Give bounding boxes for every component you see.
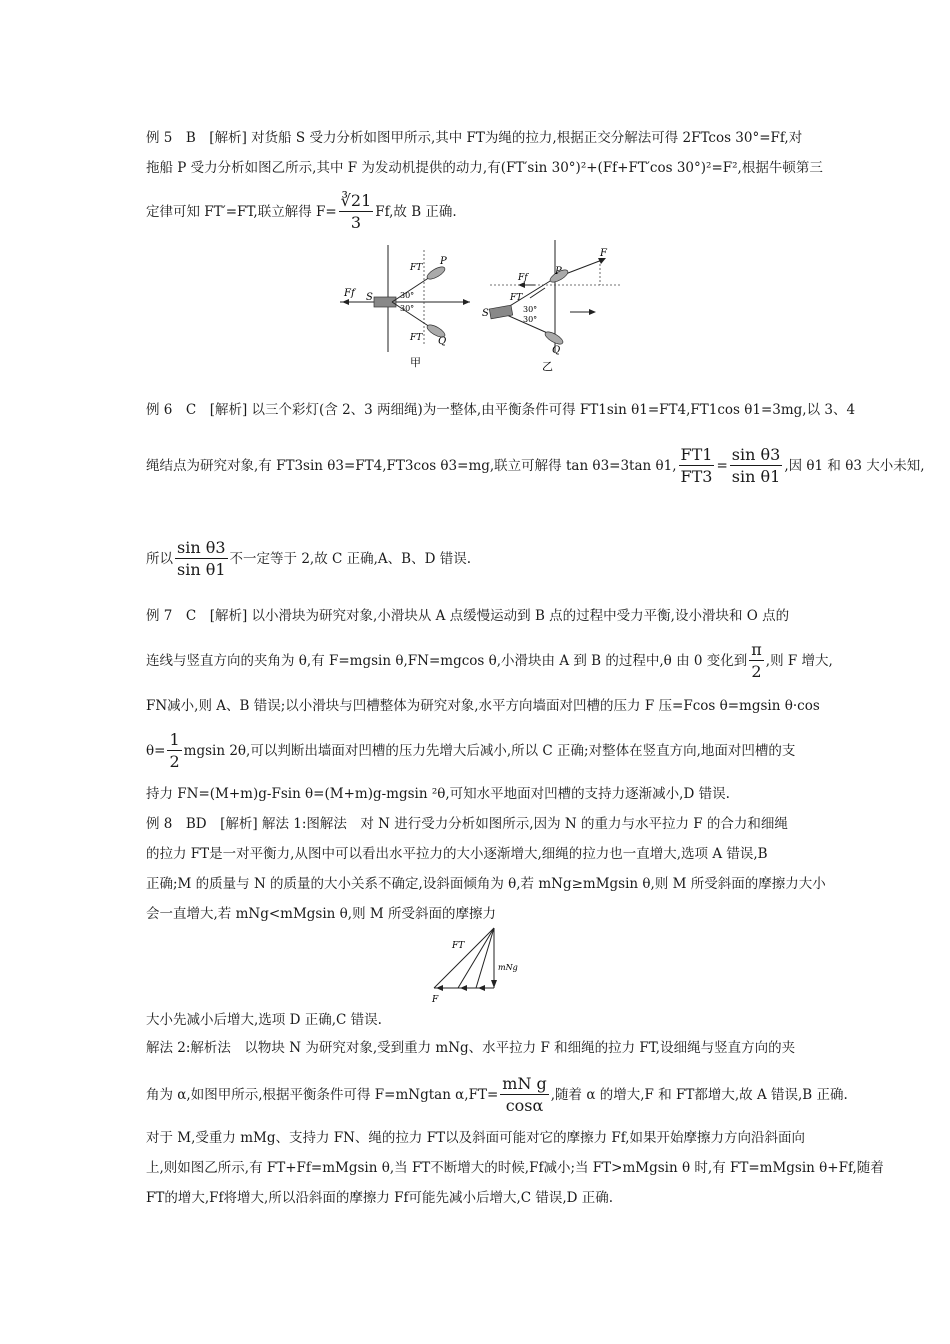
- ex8-frac-num: mN g: [502, 1074, 547, 1093]
- figure-b: [482, 240, 620, 373]
- caption-yi: 乙: [542, 360, 553, 373]
- label-q: Q: [438, 336, 447, 347]
- ex6-fraction-1: [679, 445, 715, 488]
- label-f-b: F: [600, 248, 607, 259]
- label-ff-b: Ff: [518, 273, 528, 283]
- ex5-line-3: [146, 190, 810, 234]
- label-angle-b1: 30°: [523, 305, 538, 314]
- ex7-line-5: 持力 FN=(M+m)g-Fsin θ=(M+m)g-mgsin ²θ,可知水平地面对凹槽的支持力逐渐减小,D 错误.: [146, 786, 730, 802]
- label-p: P: [440, 256, 447, 267]
- label-ft-b: FT: [510, 293, 523, 303]
- label-ft-upper: FT: [410, 263, 423, 273]
- ex5-line-3b: Ff,故 B 正确.: [375, 204, 457, 220]
- label-ff: Ff: [344, 288, 355, 299]
- ex5-line-2: 拖船 P 受力分析如图乙所示,其中 F 为发动机提供的动力,有(FT′sin 30°)²+(Ff+FT′cos 30°)²=F²,根据牛顿第三: [146, 160, 823, 176]
- ex7-line-4b: mgsin 2θ,可以判断出墙面对凹槽的压力先增大后减小,所以 C 正确;对整体在竖直方向,地面对凹槽的支: [183, 743, 796, 759]
- label-angle-b2: 30°: [523, 315, 538, 324]
- label-mng: mNg: [498, 963, 518, 972]
- ex6-fraction-2: [730, 445, 783, 488]
- ex8-line-8: 对于 M,受重力 mMg、支持力 FN、绳的拉力 FT以及斜面可能对它的摩擦力 Ff,如果开始摩擦力方向沿斜面向: [146, 1130, 806, 1146]
- ex6-line-3b: 不一定等于 2,故 C 正确,A、B、D 错误.: [229, 551, 471, 567]
- ex6-line-1: 例 6 C [解析] 以三个彩灯(含 2、3 两细绳)为一整体,由平衡条件可得 FT1sin θ1=FT4,FT1cos θ1=3mg,以 3、4: [146, 402, 856, 418]
- ex5-frac-num: ∛21: [340, 191, 372, 210]
- ex7-line-4a: θ=: [146, 743, 166, 759]
- ex6-line-2a: 绳结点为研究对象,有 FT3sin θ3=FT4,FT3cos θ3=mg,联立可解得 tan θ3=3tan θ1,: [146, 458, 677, 474]
- ex8-line-7: [146, 1070, 848, 1120]
- ex8-line-7b: ,随着 α 的增大,F 和 FT都增大,故 A 错误,B 正确.: [550, 1087, 848, 1103]
- ex7-fraction-pi: [749, 640, 764, 683]
- ex7-line-2a: 连线与竖直方向的夹角为 θ,有 F=mgsin θ,FN=mgcos θ,小滑块由 A 到 B 的过程中,θ 由 0 变化到: [146, 653, 748, 669]
- ex8-line-5: 大小先减小后增大,选项 D 正确,C 错误.: [146, 1012, 382, 1028]
- ex7-line-3: FN减小,则 A、B 错误;以小滑块与凹槽整体为研究对象,水平方向墙面对凹槽的压力 F 压=Fcos θ=mgsin θ·cos: [146, 698, 820, 714]
- ex6-f2-den: sin θ1: [731, 467, 781, 486]
- label-ft-triangle: FT: [452, 941, 465, 951]
- ex6-line-3: [146, 536, 810, 582]
- label-ft-lower: FT: [410, 333, 423, 343]
- ex8-line-4: 会一直增大,若 mNg<mMgsin θ,则 M 所受斜面的摩擦力: [146, 906, 496, 922]
- label-s: S: [366, 292, 373, 303]
- ex8-line-7a: 角为 α,如图甲所示,根据平衡条件可得 F=mNgtan α,FT=: [146, 1087, 499, 1103]
- label-f-triangle: F: [432, 995, 439, 1004]
- ex7-line-4: [146, 728, 810, 774]
- ex7-pi-den: 2: [751, 662, 762, 681]
- ex7-line-2: [146, 638, 833, 684]
- ex8-line-2: 的拉力 FT是一对平衡力,从图中可以看出水平拉力的大小逐渐增大,细绳的拉力也一直增大,选项 A 错误,B: [146, 846, 768, 862]
- ex5-fraction: [339, 191, 374, 234]
- caption-jia: 甲: [410, 356, 421, 369]
- ex8-frac-den: cosα: [505, 1096, 544, 1115]
- ex7-pi-num: π: [751, 640, 762, 659]
- ex5-frac-den: 3: [350, 213, 362, 232]
- ex8-fraction: [500, 1074, 549, 1117]
- ex8-line-6: 解法 2:解析法 以物块 N 为研究对象,受到重力 mNg、水平拉力 F 和细绳的拉力 FT,设细绳与竖直方向的夹: [146, 1040, 796, 1056]
- ex6-f2-num: sin θ3: [731, 445, 781, 464]
- ex5-line-1: 例 5 B [解析] 对货船 S 受力分析如图甲所示,其中 FT为绳的拉力,根据正交分解法可得 2FTcos 30°=Ff,对: [146, 130, 803, 146]
- ex6-f3-num: sin θ3: [177, 538, 226, 557]
- label-p-b: P: [555, 266, 562, 277]
- ex6-f3-den: sin θ1: [177, 560, 226, 579]
- ex8-line-3: 正确;M 的质量与 N 的质量的大小关系不确定,设斜面倾角为 θ,若 mNg≥mMgsin θ,则 M 所受斜面的摩擦力大小: [146, 876, 826, 892]
- label-q-b: Q: [552, 345, 561, 356]
- ex6-equals: =: [716, 458, 728, 474]
- label-s-b: S: [482, 308, 489, 319]
- ex8-line-10: FT的增大,Ff将增大,所以沿斜面的摩擦力 Ff可能先减小后增大,C 错误,D 正确.: [146, 1190, 614, 1206]
- ex5-line-3a: 定律可知 FT′=FT,联立解得 F=: [146, 204, 337, 220]
- label-angle-lower: 30°: [400, 304, 415, 313]
- ex6-line-2b: ,因 θ1 和 θ3 大小未知,: [784, 458, 925, 474]
- ex7-line-2b: ,则 F 增大,: [765, 653, 833, 669]
- ex6-f1-den: FT3: [680, 467, 713, 486]
- ex8-force-triangle: [428, 922, 528, 1004]
- ex8-line-9: 上,则如图乙所示,有 FT+Ff=mMgsin θ,当 FT不断增大的时候,Ff减小;当 FT>mMgsin θ 时,有 FT=mMgsin θ+Ff,随着: [146, 1160, 884, 1176]
- ex5-figure: [330, 240, 630, 375]
- figure-a: [340, 245, 470, 369]
- ex8-line-1: 例 8 BD [解析] 解法 1:图解法 对 N 进行受力分析如图所示,因为 N 的重力与水平拉力 F 的合力和细绳: [146, 816, 788, 832]
- ex7-line-1: 例 7 C [解析] 以小滑块为研究对象,小滑块从 A 点缓慢运动到 B 点的过程中受力平衡,设小滑块和 O 点的: [146, 608, 790, 624]
- ex6-line-2: [146, 440, 925, 492]
- ex6-f1-num: FT1: [680, 445, 713, 464]
- ex6-fraction-3: [175, 538, 228, 581]
- ex7-half-den: 2: [169, 752, 180, 771]
- label-angle-upper: 30°: [400, 291, 415, 300]
- ex7-half-num: 1: [169, 730, 180, 749]
- ex7-fraction-half: [167, 730, 181, 773]
- ex6-line-3a: 所以: [146, 551, 173, 567]
